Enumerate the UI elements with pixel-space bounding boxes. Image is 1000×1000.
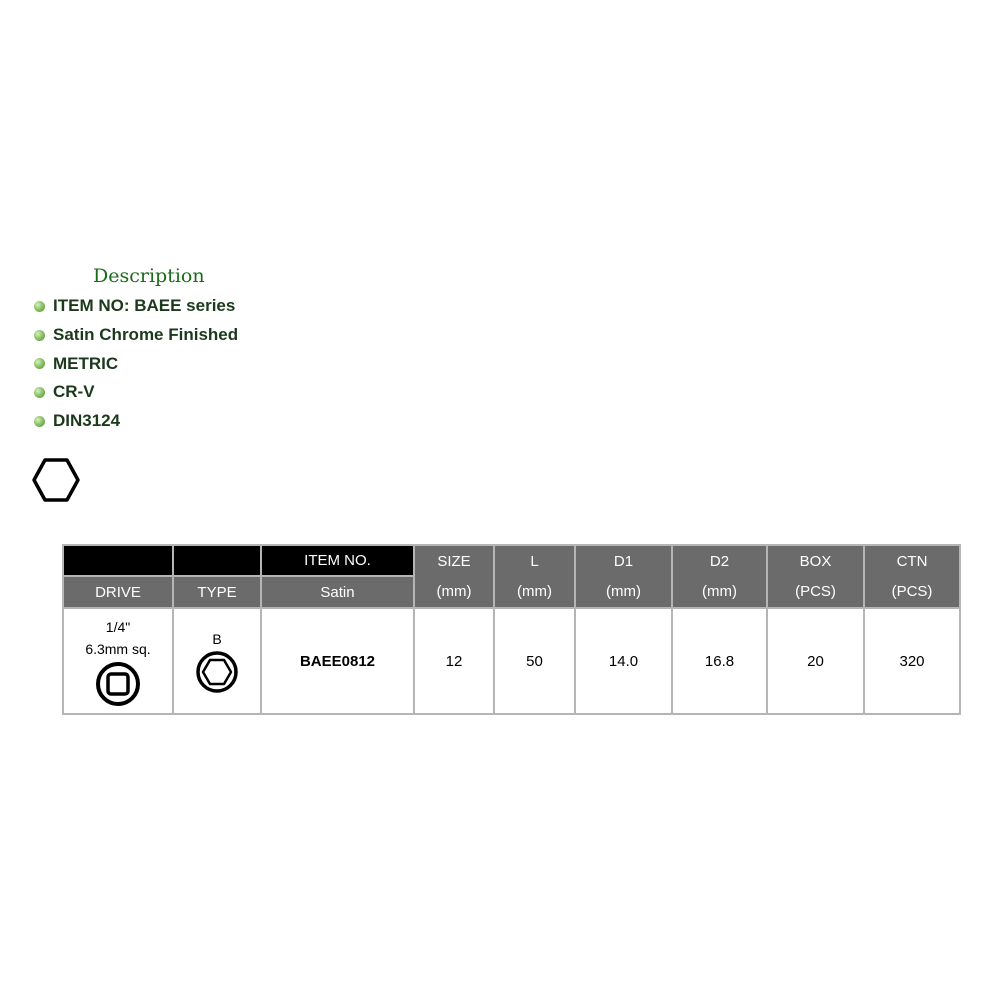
header-item-no: ITEM NO. xyxy=(261,545,414,576)
cell-l: 50 xyxy=(494,608,575,714)
drive-inch: 1/4" xyxy=(105,619,131,635)
header-d1-label: D1 xyxy=(613,552,634,570)
feature-item xyxy=(34,378,238,407)
cell-d1: 14.0 xyxy=(575,608,672,714)
header-d2-label: D2 xyxy=(709,552,730,570)
bullet-icon xyxy=(34,330,45,341)
header-size-unit: (mm) xyxy=(436,582,472,600)
header-size xyxy=(414,545,494,608)
feature-item xyxy=(34,292,238,321)
type-label: B xyxy=(212,631,222,647)
feature-label: Satin Chrome Finished xyxy=(53,325,239,345)
header-ctn-unit: (PCS) xyxy=(891,582,933,600)
header-box-label: BOX xyxy=(799,552,832,570)
hexagon-outline-icon xyxy=(194,651,240,693)
header-box xyxy=(767,545,864,608)
header-size-label: SIZE xyxy=(437,552,471,570)
header-l-label: L xyxy=(530,552,539,570)
cell-box: 20 xyxy=(767,608,864,714)
header-blank-drive xyxy=(63,545,173,576)
bullet-icon xyxy=(34,301,45,312)
header-d1-unit: (mm) xyxy=(606,582,641,600)
square-drive-icon xyxy=(96,662,140,706)
cell-size: 12 xyxy=(414,608,494,714)
header-drive: DRIVE xyxy=(63,576,173,608)
cell-item-no: BAEE0812 xyxy=(261,608,414,714)
cell-type xyxy=(173,608,261,714)
table-row xyxy=(63,608,960,714)
header-type: TYPE xyxy=(173,576,261,608)
header-d2-unit: (mm) xyxy=(702,582,737,600)
header-box-unit: (PCS) xyxy=(795,582,836,600)
feature-item xyxy=(34,321,238,350)
spec-table xyxy=(62,544,961,715)
bullet-icon xyxy=(34,416,45,427)
feature-label: ITEM NO: BAEE series xyxy=(53,296,236,316)
feature-item xyxy=(34,349,238,378)
bullet-icon xyxy=(34,387,45,398)
description-title: Description xyxy=(93,265,205,287)
header-l-unit: (mm) xyxy=(517,582,552,600)
header-d2 xyxy=(672,545,767,608)
cell-d2: 16.8 xyxy=(672,608,767,714)
header-blank-type xyxy=(173,545,261,576)
header-ctn-label: CTN xyxy=(896,552,928,570)
feature-label: CR-V xyxy=(53,382,95,402)
feature-label: METRIC xyxy=(53,353,119,373)
feature-item xyxy=(34,407,238,436)
cell-ctn: 320 xyxy=(864,608,960,714)
header-d1 xyxy=(575,545,672,608)
header-l xyxy=(494,545,575,608)
hexagon-outline-icon xyxy=(32,457,80,503)
cell-drive xyxy=(63,608,173,714)
bullet-icon xyxy=(34,358,45,369)
feature-label: DIN3124 xyxy=(53,411,121,431)
feature-list xyxy=(34,292,238,435)
header-finish: Satin xyxy=(261,576,414,608)
header-ctn xyxy=(864,545,960,608)
drive-mm: 6.3mm sq. xyxy=(85,641,151,657)
